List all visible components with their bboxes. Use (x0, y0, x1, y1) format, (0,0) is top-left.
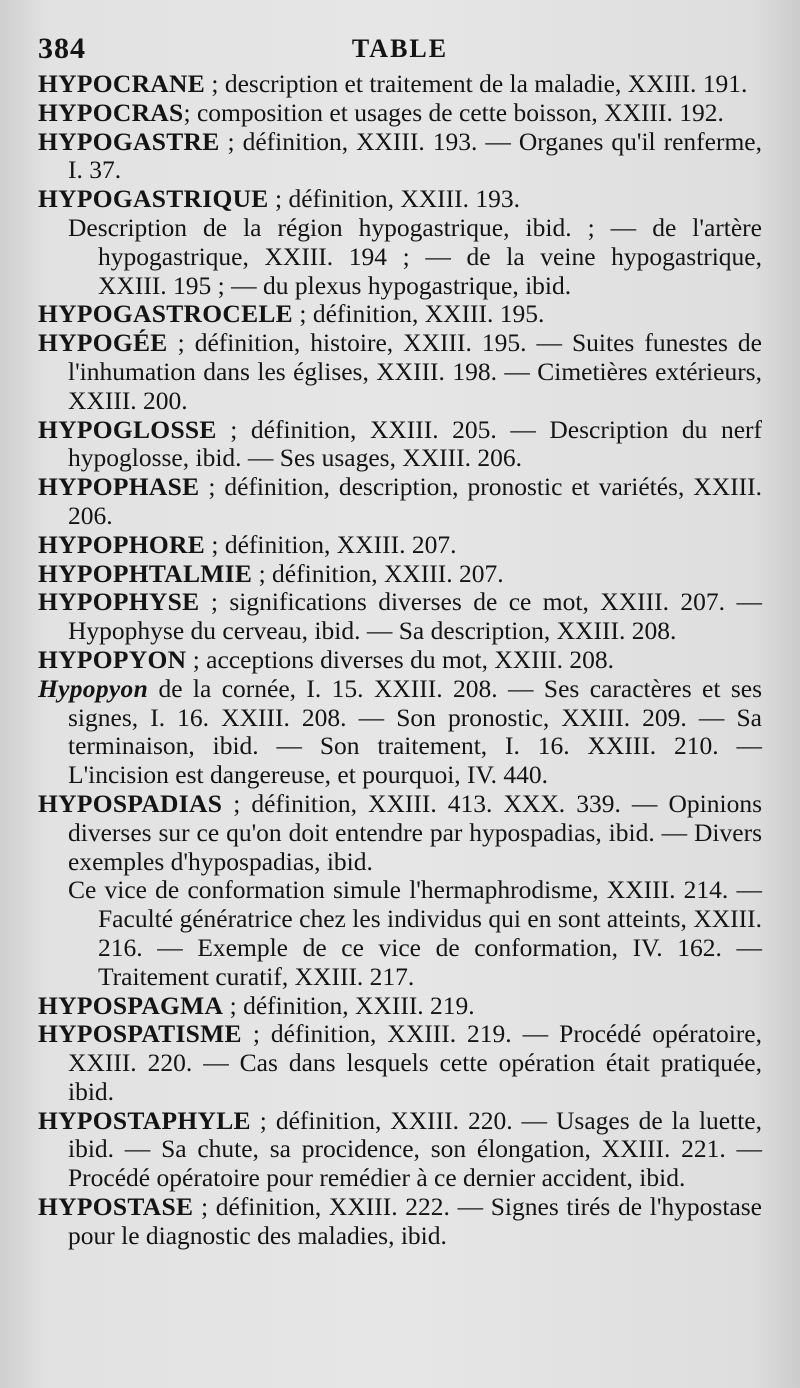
index-subentry (38, 876, 762, 991)
index-entry (38, 473, 762, 531)
entry-text: ; acceptions diverses du mot, XXIII. 208. (186, 644, 615, 674)
entry-text: ; définition, XXIII. 193. (268, 184, 521, 214)
entry-text: Ce vice de conformation simule l'hermaphrodisme, XXIII. 214. — Faculté génératrice chez les individus qui en sont atteints, XXIII. 216. — Exemple de ce vice de conformation, IV. 162. — Traitement curatif, XXIII. 217. (68, 875, 762, 991)
index-entry (38, 128, 762, 186)
entry-text: ; définition, histoire, XXIII. 195. — Suites funestes de l'inhumation dans les églises, XXIII. 198. — Cimetières extérieurs, XXIII. 200. (68, 328, 762, 415)
index-entry (38, 1020, 762, 1106)
entry-heading: HYPOSPADIAS (38, 788, 223, 818)
entry-text: ; définition, description, pronostic et variétés, XXIII. 206. (68, 472, 762, 530)
entry-text: ; définition, XXIII. 205. — Description du nerf hypoglosse, ibid. — Ses usages, XXIII. 206. (68, 414, 762, 473)
entry-text: ; définition, XXIII. 207. (205, 529, 457, 559)
entry-text: ; définition, XXIII. 207. (252, 558, 504, 588)
entry-text: Description de la région hypogastrique, ibid. ; — de l'artère hypogastrique, XXIII. 194 ; — de la veine hypogastrique, XXIII. 195 ; — du plexus hypogastrique, ibid. (68, 212, 762, 300)
index-entry (38, 1193, 762, 1251)
entry-text: ; significations diverses de ce mot, XXIII. 207. — Hypophyse du cerveau, ibid. — Sa description, XXIII. 208. (68, 587, 762, 646)
entry-heading: HYPOSTAPHYLE (38, 1105, 251, 1135)
index-entry (38, 646, 762, 675)
entry-heading: HYPOSPATISME (38, 1019, 242, 1049)
entry-heading: HYPOPHTALMIE (38, 558, 253, 588)
entry-text: ; composition et usages de cette boisson, XXIII. 192. (183, 97, 724, 127)
entry-heading: HYPOSTASE (38, 1192, 194, 1222)
index-entry (38, 185, 762, 214)
index-entry (38, 300, 762, 329)
entry-heading: HYPOGASTRE (38, 126, 220, 156)
entry-heading: Hypopyon (38, 673, 149, 703)
index-entries (38, 70, 762, 1251)
entry-text: ; description et traitement de la maladie, XXIII. 191. (205, 69, 748, 98)
index-subentry (38, 214, 762, 300)
index-entry (38, 790, 762, 876)
index-entry (38, 560, 762, 589)
entry-heading: HYPOCRAS (38, 97, 184, 127)
page-header (38, 28, 762, 68)
entry-heading: HYPOGASTROCELE (38, 299, 293, 329)
entry-heading: HYPOPHORE (38, 529, 206, 559)
index-entry (38, 1107, 762, 1193)
running-title: TABLE (351, 34, 449, 63)
entry-heading: HYPOCRANE (38, 69, 206, 98)
index-entry (38, 329, 762, 415)
entry-heading: HYPOGASTRIQUE (38, 184, 269, 214)
entry-heading: HYPOPHASE (38, 472, 200, 502)
entry-heading: HYPOPYON (38, 644, 187, 674)
page-number: 384 (38, 32, 86, 65)
entry-text: ; définition, XXIII. 219. — Procédé opératoire, XXIII. 220. — Cas dans lesquels cette opération était pratiquée, ibid. (68, 1019, 762, 1106)
index-entry (38, 675, 762, 790)
entry-text: ; définition, XXIII. 222. — Signes tirés de l'hypostase pour le diagnostic des maladies, ibid. (68, 1192, 762, 1250)
index-entry (38, 992, 762, 1021)
entry-heading: HYPOGLOSSE (38, 414, 217, 444)
index-entry (38, 70, 762, 99)
entry-text: ; définition, XXIII. 193. — Organes qu'il renferme, I. 37. (68, 126, 762, 185)
entry-heading: HYPOGÉE (38, 328, 168, 358)
index-entry (38, 588, 762, 646)
entry-text: ; définition, XXIII. 220. — Usages de la luette, ibid. — Sa chute, sa procidence, son élongation, XXIII. 221. — Procédé opératoire pour remédier à ce dernier accident, ibid. (68, 1105, 762, 1193)
entry-text: ; définition, XXIII. 413. XXX. 339. — Opinions diverses sur ce qu'on doit entendre par hypospadias, ibid. — Divers exemples d'hypospadias, ibid. (68, 788, 762, 876)
entry-text: ; définition, XXIII. 195. (293, 299, 545, 329)
index-entry (38, 99, 762, 128)
entry-text: ; définition, XXIII. 219. (223, 990, 475, 1020)
entry-heading: HYPOPHYSE (38, 587, 200, 617)
index-entry (38, 531, 762, 560)
entry-heading: HYPOSPAGMA (38, 990, 224, 1020)
entry-text: de la cornée, I. 15. XXIII. 208. — Ses caractères et ses signes, I. 16. XXIII. 208. — Son pronostic, XXIII. 209. — Sa terminaison, ibid. — Son traitement, I. 16. XXIII. 210. — L'incision est dangereuse, et pourquoi, IV. 440. (68, 673, 762, 790)
index-entry (38, 416, 762, 474)
